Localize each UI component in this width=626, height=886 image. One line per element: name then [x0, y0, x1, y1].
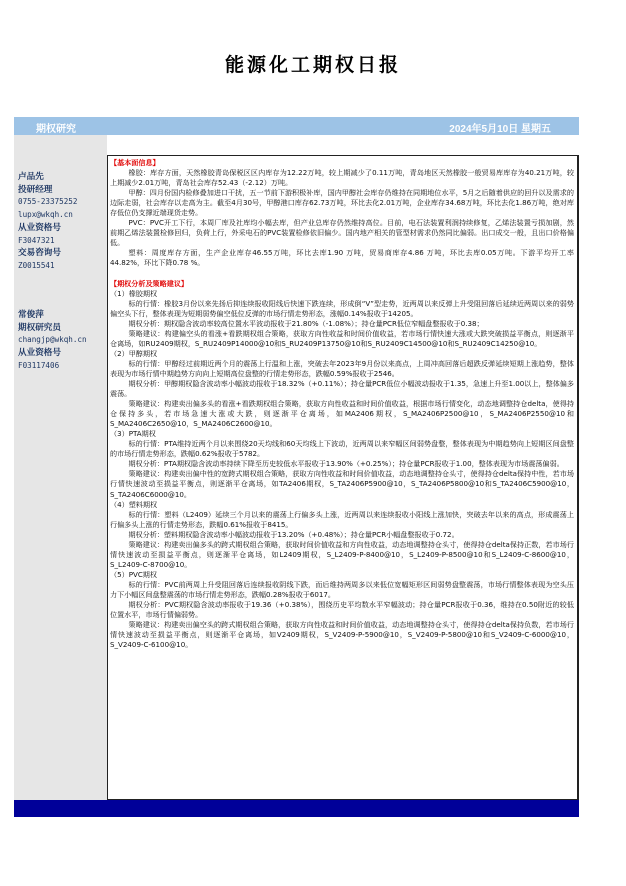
qualification-number: F3047321 — [18, 235, 55, 245]
consult-number: Z0015541 — [18, 260, 55, 270]
methanol-market: 标的行情：甲醇经过前期近两个月的震荡上行温和上涨，突破去年2023年9月份以来高点，上周冲高回落后超跌反弹延续短期上涨趋势，整体表现为市场行情中期趋势方向向上短期高位盘整的行情走势形态，跌幅0.59%报收于2546。 — [110, 358, 574, 378]
fundamentals-pvc: PVC：PVC开工下行，本周厂库及社库均小幅去库，但产业总库存仍然维持高位。目前，电石法装置利润持续修复，乙烯法装置亏损加剧，然前期乙烯法装置检修回归，负荷上行，外采电石的PVC装置检修依旧偏少。国内地产相关的管型材需求仍然同比偏弱。出口成交一般，且出口价格偏低。 — [110, 218, 574, 248]
footer-bar — [14, 800, 579, 817]
pvc-market: 标的行情：PVC前两周上升受阻回落后连续报收阴线下跌，而后维持两周多以来低位宽幅矩形区间弱势盘整震荡，市场行情整体表现为空头压力下小幅区间盘整震荡的市场行情走势形态，跌幅0.28%报收于6017。 — [110, 579, 574, 599]
plastic-analysis: 期权分析：塑料期权隐含波动率小幅波动报收于13.20%（+0.48%）；持仓量PCR小幅盘整报收于0.72。 — [128, 529, 459, 539]
analyst-role: 期权研究员 — [18, 322, 61, 333]
rubber-analysis: 期权分析：期权隐含波动率较高位置水平波动报收于21.80%（-1.08%）；持仓量PCR低位窄幅盘整报收于0.38； — [128, 318, 484, 328]
methanol-analysis: 期权分析：甲醇期权隐含波动率小幅波动报收于18.32%（+0.11%）；持仓量PCR低位小幅波动报收于1.35，急速上升至1.00以上，整体偏多震荡。 — [110, 378, 574, 399]
qualification-label: 从业资格号 — [18, 348, 61, 359]
qualification-label: 从业资格号 — [18, 222, 61, 233]
plastic-advice: 策略建议：构建卖出偏多头的跨式期权组合策略，获取时间价值收益和方向性收益，动态地调整持仓头寸，使得持仓delta保持正数，若市场行情快速波动至损益平衡点，则逐渐平仓离场，如L2409期权，S_L2409-P-8400@10，S_L2409-P-8500@10和S_L2409-C-8600@10，S_L2409-C-8700@10。 — [110, 539, 574, 569]
pta-analysis: 期权分析：PTA期权隐含波动率持续下降至历史较低水平报收于13.90%（+0.25%）；持仓量PCR报收于1.00，整体表现为市场震荡偏弱。 — [128, 459, 564, 469]
analyst-name: 常俊萍 — [18, 310, 44, 320]
analyst-email[interactable]: changjp@wkqh.cn — [18, 335, 87, 345]
rubber-market: 标的行情：橡胶3月份以来先扬后抑连续报收阳线后快速下跌连续，形成倒“V”型走势，近两周以来反弹上升受阻回落后延续近两周以来的弱势偏空头下行，整体表现为短期弱势偏空低位反弹的市场行情走势形态，涨幅0.14%报收于14205。 — [110, 298, 574, 318]
report-category: 期权研究 — [36, 124, 76, 135]
pta-option-title: （3）PTA期权 — [110, 429, 156, 439]
methanol-option-title: （2）甲醇期权 — [110, 348, 158, 358]
report-date: 2024年5月10日 星期五 — [449, 124, 551, 135]
consult-label: 交易咨询号 — [18, 248, 61, 259]
plastic-option-title: （4）塑料期权 — [110, 499, 158, 509]
pvc-advice: 策略建议：构建卖出偏空头的跨式期权组合策略，获取方向性收益和时间价值收益，动态地调整持仓头寸，使得持仓delta保持负数，若市场行情快速波动至损益平衡点，则逐渐平仓离场，如V2409期权，S_V2409-P-5900@10，S_V2409-P-5800@10和S_V2409-C-6000@10，S_V2409-C-6100@10。 — [110, 620, 574, 650]
analyst-phone: 0755-23375252 — [18, 197, 78, 207]
methanol-advice: 策略建议：构建卖出偏多头的看涨+看跌期权组合策略，获取方向性收益和时间价值收益，根据市场行情变化，动态地调整持仓delta，使得持仓保持多头，若市场急速大涨或大跌，则逐渐平仓离场，如MA2406期权，S_MA2406P2500@10，S_MA2406P2550@10和S_MA2406C2650@10，S_MA2406C2600@10。 — [110, 399, 574, 429]
fundamentals-plastic: 塑料：周度库存方面，生产企业库存46.55万吨，环比去库1.90 万吨，贸易商库存4.86 万吨，环比去库0.05万吨。下游平均开工率44.82%，环比下降0.78 %。 — [110, 248, 574, 268]
report-content — [107, 155, 579, 801]
strategy-heading: 【期权分析及策略建议】 — [110, 278, 189, 288]
analyst-card — [18, 171, 77, 273]
report-title: 能源化工期权日报 — [224, 54, 401, 76]
plastic-market: 标的行情：塑料（L2409）延续三个月以来的震荡上行偏多头上涨，近两周以来连续报收小阳线上涨加快，突破去年以来的高点，形成震荡上行偏多头上涨的行情走势形态，跌幅0.61%报收于8415。 — [110, 509, 574, 529]
analyst-name: 卢品先 — [18, 172, 44, 182]
analyst-role: 投研经理 — [18, 184, 53, 195]
analyst-sidebar — [14, 135, 107, 800]
fundamentals-heading: 【基本面信息】 — [110, 158, 160, 167]
pta-advice: 策略建议：构建卖出偏中性的宽跨式期权组合策略，获取方向性收益和时间价值收益，动态地调整持仓头寸，使得持仓delta保持中性，若市场行情快速波动至损益平衡点，则逐渐平仓离场，如TA2406期权，S_TA2406P5900@10，S_TA2406P5800@10和S_TA2406C5900@10，S_TA2406C6000@10。 — [110, 469, 574, 499]
analyst-card — [18, 309, 87, 373]
rubber-advice: 策略建议：构建偏空头的看涨+看跌期权组合策略，获取方向性收益和时间价值收益，若市场行情快速大涨或大跌突破损益平衡点，则逐渐平仓离场，如RU2409期权，S_RU2409P14000@10和S_RU2409P13750@10和S_RU2409C14500@10和S_RU2409C14250@10。 — [110, 328, 574, 348]
pta-market: 标的行情：PTA维持近两个月以来围绕20天均线和60天均线上下波动，近两周以来窄幅区间弱势盘整，整体表现为中期趋势向上短期区间盘整的市场行情走势形态，跌幅0.62%报收于5782。 — [110, 439, 574, 459]
fundamentals-rubber: 橡胶：库存方面，天然橡胶青岛保税区区内库存为12.22万吨，较上期减少了0.11万吨，青岛地区天然橡胶一般贸易库库存为40.21万吨，较上期减少2.01万吨，青岛社会库存52.43（-2.12）万吨。 — [110, 168, 574, 188]
pvc-option-title: （5）PVC期权 — [110, 569, 157, 579]
qualification-number: F03117406 — [18, 360, 60, 370]
fundamentals-methanol: 甲醇：四月份国内检修叠加进口干扰，五一节前下游积极补库，国内甲醇社会库存仍维持在同期地位水平，5月之后随着供应的回升以及需求的边际走弱，社会库存以走高为主。截至4月30号，甲醇港口库存62.73万吨，环比去化2.01万吨，企业库存34.68万吨，环比去化1.86万吨，绝对库存低位仍支撑近端现货走势。 — [110, 188, 574, 218]
header-bar — [14, 117, 579, 135]
rubber-option-title: （1）橡胶期权 — [110, 288, 158, 298]
analyst-email[interactable]: lupx@wkqh.cn — [18, 210, 73, 220]
pvc-analysis: 期权分析：PVC期权隐含波动率报收于19.36（+0.38%），围绕历史平均数水平窄幅波动；持仓量PCR报收于0.36，维持在0.50附近的较低位置水平，市场行情偏弱势。 — [110, 600, 574, 620]
